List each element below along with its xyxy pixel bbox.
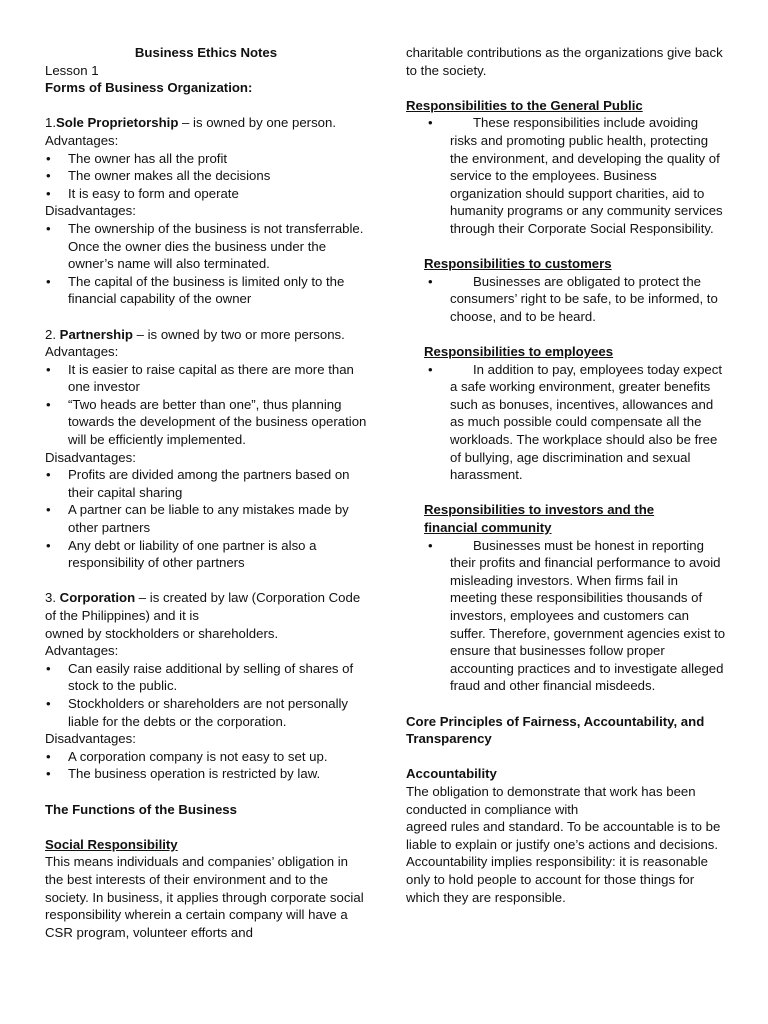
list-item: • Stockholders or shareholders are not personally liable for the debts or the corporation. [45, 695, 367, 730]
continued-text: charitable contributions as the organizations give back to the society. [406, 45, 723, 78]
bullet-icon: • [428, 273, 433, 289]
sole-advantages-list [45, 150, 367, 203]
forms-heading: Forms of Business Organization: [45, 80, 253, 96]
list-item: • It is easier to raise capital as there are more than one investor [45, 361, 367, 396]
sole-advantages-label: Advantages: [45, 132, 119, 148]
list-item: • Profits are divided among the partners based on their capital sharing [45, 466, 367, 501]
list-item: • “Two heads are better than one”, thus planning towards the development of the business operation will be efficiently implemented. [45, 396, 367, 449]
list-item: • A partner can be liable to any mistakes made by other partners [45, 501, 367, 536]
investors-text: Businesses must be honest in reporting their profits and financial performance to avoid misleading investors. When firms fail in meeting these responsibilities thousands of investors, employees and customers can suffer. Therefore, government agencies exist to ensure that businesses follow proper accounting practices and to investigate alleged fraud and other financial misdeeds. [450, 537, 726, 694]
employees-text: In addition to pay, employees today expect a safe working environment, greater benefits such as bonuses, incentives, allowances and as much possible could compensate all the workloads. The workplace should also be free of bullying, age discrimination and sexual harassment. [450, 361, 723, 483]
corporation-advantages-label: Advantages: [45, 643, 119, 659]
corporation-disadvantages-label: Disadvantages: [45, 731, 136, 747]
general-public-body [428, 114, 726, 237]
employees-section [424, 343, 726, 484]
right-column [406, 44, 726, 906]
partnership-disadvantages-label: Disadvantages: [45, 449, 136, 465]
accountability-text: agreed rules and standard. To be accountable is to be liable to explain or justify one’s actions and decisions. Accountability implies responsibility: it is reasonable only to hold people to account for those things for which they are responsible. [406, 819, 721, 905]
list-item: • The owner has all the profit [45, 150, 367, 168]
general-public-text: These responsibilities include avoiding risks and promoting public health, protecting the environment, and developing the quality of service to the employees. Business organization should support charities, aid to humanity programs or any community services through their Corporate Social Responsibility. [450, 115, 723, 236]
social-responsibility-heading: Social Responsibility [45, 836, 178, 852]
partnership-definition: 2. Partnership – is owned by two or more persons. [45, 326, 345, 342]
left-column [45, 44, 367, 941]
document-title: Business Ethics Notes [134, 45, 278, 60]
investors-heading: Responsibilities to investors and the financial community [424, 502, 655, 536]
social-responsibility-text: This means individuals and companies’ obligation in the best interests of their environment and to the society. In business, it applies through corporate social responsibility wherein a certain company will have a CSR program, volunteer efforts and [45, 854, 364, 940]
corporation-definition-cont: owned by stockholders or shareholders. [45, 625, 279, 641]
customers-text: Businesses are obligated to protect the consumers’ right to be safe, to be informed, to choose, and to be heard. [450, 273, 718, 324]
list-item: • A corporation company is not easy to set up. [45, 748, 367, 766]
corporation-advantages-list [45, 660, 367, 730]
list-item: • The business operation is restricted by law. [45, 765, 367, 783]
general-public-heading: Responsibilities to the General Public [406, 97, 643, 113]
sole-disadvantages-list [45, 220, 367, 308]
partnership-disadvantages-list [45, 466, 367, 572]
bullet-icon: • [428, 537, 433, 553]
accountability-text-line1: The obligation to demonstrate that work has been conducted in compliance with [406, 783, 696, 817]
customers-heading: Responsibilities to customers [424, 256, 612, 272]
list-item: • Any debt or liability of one partner is also a responsibility of other partners [45, 537, 367, 572]
list-item: • The capital of the business is limited only to the financial capability of the owner [45, 273, 367, 308]
bullet-icon: • [428, 115, 433, 131]
partnership-advantages-list [45, 361, 367, 449]
core-principles-heading: Core Principles of Fairness, Accountability, and Transparency [406, 713, 705, 747]
list-item: • The owner makes all the decisions [45, 167, 367, 185]
corporation-disadvantages-list [45, 748, 367, 783]
corporation-definition: 3. Corporation – is created by law (Corporation Code of the Philippines) and it is [45, 590, 361, 623]
accountability-heading: Accountability [406, 766, 497, 782]
functions-heading: The Functions of the Business [45, 801, 237, 817]
investors-section [424, 501, 726, 695]
lesson-label: Lesson 1 [45, 62, 99, 78]
partnership-advantages-label: Advantages: [45, 344, 119, 360]
sole-proprietorship-definition: 1.Sole Proprietorship – is owned by one person. [45, 115, 336, 131]
employees-heading: Responsibilities to employees [424, 344, 614, 360]
bullet-icon: • [428, 361, 433, 377]
sole-disadvantages-label: Disadvantages: [45, 203, 136, 219]
list-item: • The ownership of the business is not transferrable. Once the owner dies the business under the owner’s name will also terminated. [45, 220, 367, 273]
customers-section [424, 255, 726, 325]
list-item: • It is easy to form and operate [45, 185, 367, 203]
list-item: • Can easily raise additional by selling of shares of stock to the public. [45, 660, 367, 695]
